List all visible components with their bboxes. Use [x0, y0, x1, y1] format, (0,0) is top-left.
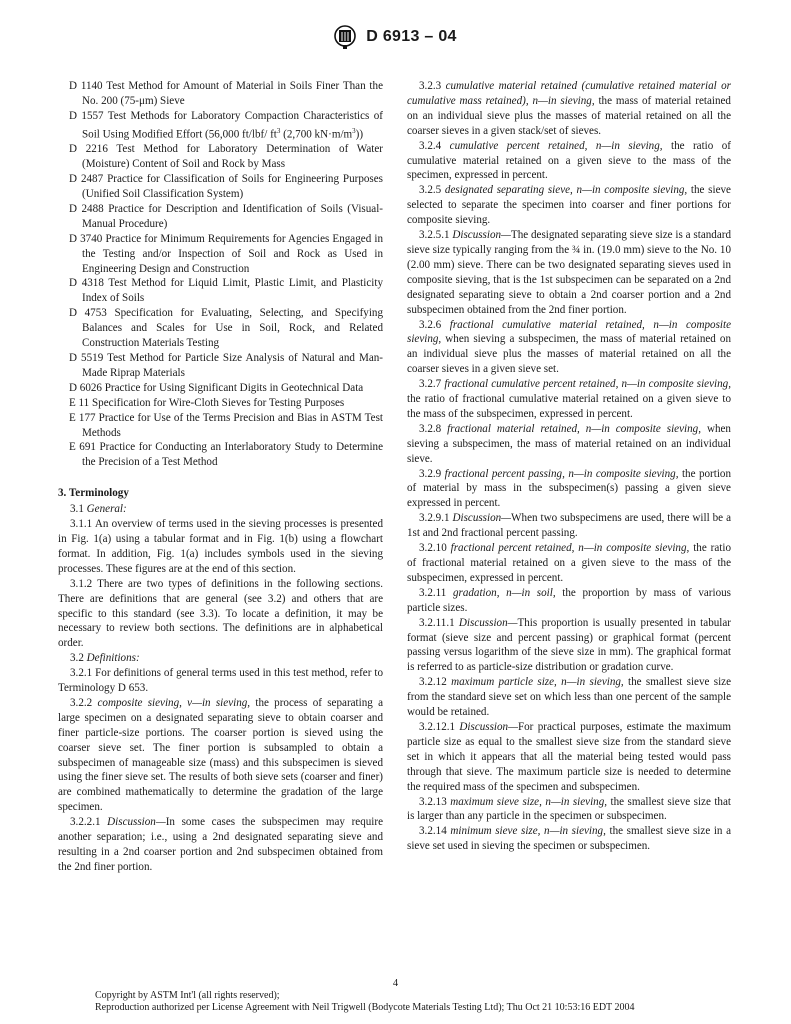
definition-3-2-5: 3.2.5 designated separating sieve, n—in composite sieving, the sieve selected to separate the specimen into coarser and finer portions for composite sieving.	[407, 184, 731, 227]
definition-3-2-8: 3.2.8 fractional material retained, n—in composite sieving, when sieving a subspecimen, the mass of material retained on an individual sieve.	[407, 422, 731, 465]
left-column	[58, 79, 383, 875]
definition-3-2-7: 3.2.7 fractional cumulative percent retained, n—in composite sieving, the ratio of fractional cumulative material retained on a given sieve to the mass of the subspecimen, expressed in percent.	[407, 378, 731, 420]
reference-item: D 2488 Practice for Description and Identification of Soils (Visual-Manual Procedure)	[69, 202, 383, 230]
standard-designation: D 6913 – 04	[366, 28, 457, 45]
page-number: 4	[392, 978, 399, 989]
discussion-3-2-9-1: 3.2.9.1 Discussion—When two subspecimens are used, there will be a 1st and 2nd fractional percent passing.	[407, 512, 731, 540]
right-column	[407, 79, 731, 854]
page-header	[0, 24, 791, 50]
reference-item: E 691 Practice for Conducting an Interlaboratory Study to Determine the Precision of a Test Method	[69, 441, 383, 469]
reference-item: D 5519 Test Method for Particle Size Analysis of Natural and Man-Made Riprap Materials	[69, 352, 383, 379]
reference-item: D 1140 Test Method for Amount of Material in Soils Finer Than the No. 200 (75-μm) Sieve	[69, 80, 383, 107]
reference-list	[58, 79, 383, 470]
astm-logo-icon	[334, 24, 356, 50]
para-3-1-2: 3.1.2 There are two types of definitions in the following sections. There are definitions that are general (see 3.2) and others that are specific to this standard (see 3.3). To locate a definition, it may be necessary to review both sections. The definitions are in alphabetical order.	[58, 577, 383, 650]
section-heading-terminology: 3. Terminology	[58, 487, 129, 500]
reference-item: E 177 Practice for Use of the Terms Precision and Bias in ASTM Test Methods	[69, 411, 383, 439]
reference-item: D 1557 Test Methods for Laboratory Compaction Characteristics of Soil Using Modified Effort (56,000 ft/lbf/ $ft^3$ (2,700 $kN\cdot m/m^3$))	[69, 109, 383, 141]
copyright-footer	[95, 990, 634, 1015]
reference-item: D 2487 Practice for Classification of Soils for Engineering Purposes (Unified Soil Classification System)	[69, 173, 383, 201]
definition-3-2-14: 3.2.14 minimum sieve size, n—in sieving, the smallest sieve size in a sieve set used in sieving the specimen or subspecimen.	[407, 825, 731, 853]
discussion-3-2-11-1: 3.2.11.1 Discussion—This proportion is usually presented in tabular format (sieve size and percent passing) or graphical format (percent passing versus logarithm of the sieve size in mm). The graphical format is referred to as particle-size distribution or gradation curve.	[407, 616, 731, 674]
definition-3-2-11: 3.2.11 gradation, n—in soil, the proportion by mass of various particle sizes.	[407, 586, 731, 614]
copyright-line: Copyright by ASTM Int'l (all rights reserved);	[95, 990, 280, 1001]
definition-3-2-6: 3.2.6 fractional cumulative material retained, n—in composite sieving, when sieving a subspecimen, the mass of material retained on an individual sieve plus the masses of material retained on all the coarser sieves in a given sieve set.	[407, 318, 731, 376]
para-3-1: 3.1 General:	[70, 503, 127, 516]
definition-3-2-12: 3.2.12 maximum particle size, n—in sieving, the smallest sieve size from the standard sieve set on which less than one percent of the sample would be retained.	[407, 676, 731, 719]
para-3-2-2-1: 3.2.2.1 Discussion—In some cases the subspecimen may require another separation; i.e., using a 2nd designated separating sieve and resulting in a 2nd coarser portion and 2nd subspecimen obtained from the 2nd finer portion.	[58, 816, 383, 873]
definition-3-2-9: 3.2.9 fractional percent passing, n—in composite sieving, the portion of material by mass in the subspecimen(s) passing a given sieve expressed in percent.	[407, 467, 731, 510]
reference-item: D 6026 Practice for Using Significant Digits in Geotechnical Data	[69, 381, 364, 394]
definition-3-2-4: 3.2.4 cumulative percent retained, n—in sieving, the ratio of cumulative material retained on a given sieve to the mass of the specimen, expressed in percent.	[407, 139, 732, 182]
definition-3-2-13: 3.2.13 maximum sieve size, n—in sieving, the smallest sieve size that is larger than any particle in the specimen or subspecimen.	[407, 795, 731, 823]
para-3-1-1: 3.1.1 An overview of terms used in the sieving processes is presented in Fig. 1(a) using a tabular format and in Fig. 1(b) using a flowchart format. In addition, Fig. 1(a) includes symbols used in the sieving processes. These figures are at the end of this section.	[58, 518, 383, 575]
reference-item: D 4318 Test Method for Liquid Limit, Plastic Limit, and Plasticity Index of Soils	[69, 277, 383, 305]
reference-item: D 3740 Practice for Minimum Requirements for Agencies Engaged in the Testing and/or Inspection of Soil and Rock as Used in Engineering Design and Construction	[69, 232, 383, 275]
definition-3-2-3: 3.2.3 cumulative material retained (cumulative retained material or cumulative mass retained), n—in sieving, the mass of material retained on an individual sieve plus the masses of material retained on all the coarser sieves in a given stack/set of sieves.	[407, 80, 731, 137]
discussion-3-2-12-1: 3.2.12.1 Discussion—For practical purposes, estimate the maximum particle size as equal to the smallest sieve size from the standard sieve set in which it appears that all the material being tested would pass through that sieve. The maximum particle size is needed to determine the required mass of the specimen and subspecimen.	[407, 720, 731, 793]
reference-item: D 4753 Specification for Evaluating, Selecting, and Specifying Balances and Scales for Use in Soil, Rock, and Related Construction Materials Testing	[69, 307, 383, 350]
discussion-3-2-5-1: 3.2.5.1 Discussion—The designated separating sieve size is a standard sieve size typically ranging from the ¾ in. (19.0 mm) sieve to the No. 10 (2.00 mm) sieve. There can be two designated separating sieves used in composite sieving, that is the 1st subspecimen can be separated on a 2nd designated separating sieve to obtain a 2nd coarser portion and a 2nd subspecimen obtained from the 2nd finer portion.	[407, 229, 731, 316]
reference-item: D 2216 Test Method for Laboratory Determination of Water (Moisture) Content of Soil and Rock by Mass	[69, 143, 383, 171]
reproduction-line: Reproduction authorized per License Agreement with Neil Trigwell (Bodycote Materials Testing Ltd); Thu Oct 21 10:53:16 EDT 2004	[95, 1002, 635, 1014]
reference-item: E 11 Specification for Wire-Cloth Sieves for Testing Purposes	[69, 396, 345, 409]
definition-3-2-10: 3.2.10 fractional percent retained, n—in composite sieving, the ratio of fractional material retained on a given sieve to the mass of the subspecimen, expressed in percent.	[407, 542, 732, 584]
para-3-2-1: 3.2.1 For definitions of general terms used in this test method, refer to Terminology D 653.	[58, 667, 383, 695]
para-3-2: 3.2 Definitions:	[70, 652, 140, 665]
para-3-2-2: 3.2.2 composite sieving, v—in sieving, the process of separating a large specimen on a designated separating sieve to obtain coarser and finer particle-size portions. The coarser portion is sieved using the coarser sieve set. The finer portion is subsampled to obtain a subspecimen of manageable size (mass) and this subspecimen is sieved using the finer sieve set. The results of both sieve sets (coarser and finer) are combined mathematically to determine the gradation of the large specimen.	[58, 696, 384, 814]
